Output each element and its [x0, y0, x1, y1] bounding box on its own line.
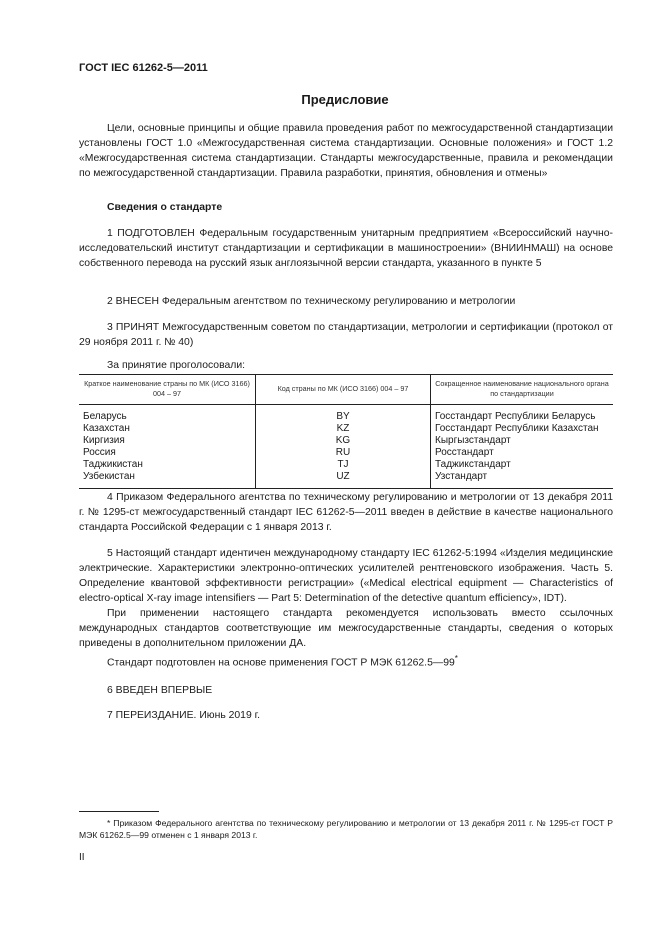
country-name-cell: Узбекистан — [79, 471, 256, 489]
table-header-cell: Код страны по МК (ИСО 3166) 004 – 97 — [256, 375, 431, 405]
item-7-paragraph: 7 ПЕРЕИЗДАНИЕ. Июнь 2019 г. — [107, 710, 261, 721]
intro-paragraph: Цели, основные принципы и общие правила проведения работ по межгосударственной стандартизации установлены ГОСТ 1.0 «Межгосударственная система стандартизации. Основные положения» и ГОСТ 1.2 «Межгосударственная система стандартизации. Стандарты межгосударственные, правила и рекомендации по межгосударственной стандартизации. Правила разработки, принятия, обновления и отмены» — [79, 123, 613, 179]
item-4-block — [79, 490, 613, 535]
item-3-block — [79, 320, 613, 350]
intro-block — [79, 121, 613, 181]
item-6-block — [79, 683, 613, 698]
table-row — [79, 459, 613, 471]
footnote-divider — [79, 811, 159, 812]
item-2-block — [79, 294, 613, 309]
item-5-paragraph: 5 Настоящий стандарт идентичен международному стандарту IEC 61262-5:1994 «Изделия медицинские электрические. Характеристики электронно-оптических усилителей рентгеновского изображения. Часть 5. Определение квантовой эффективности регистрации» («Medical electrical equipment — Characteristics of electro-optical X-ray image intensifiers — Part 5: Determination of the detective quantum efficiency», IDT). — [79, 548, 613, 604]
country-name-cell: Беларусь — [83, 411, 127, 422]
country-code-cell: RU — [256, 447, 431, 459]
standards-body-cell: Таджикстандарт — [431, 459, 614, 471]
table-row — [79, 405, 613, 424]
item-1-block — [79, 226, 613, 271]
vote-label: За принятие проголосовали: — [107, 360, 246, 371]
country-code-cell: KZ — [256, 423, 431, 435]
standards-body-cell: Росстандарт — [431, 447, 614, 459]
footnote-text: * Приказом Федерального агентства по техническому регулированию и метрологии от 13 декабря 2011 г. № 1295-ст ГОСТ Р МЭК 61262.5—99 отменен с 1 января 2013 г. — [79, 818, 613, 840]
document-header: ГОСТ IEC 61262-5—2011 — [79, 62, 208, 74]
member-states-table — [79, 374, 613, 489]
country-code-cell: BY — [256, 405, 431, 424]
section-heading: Сведения о стандарте — [107, 202, 223, 213]
table-row — [79, 447, 613, 459]
page-number: II — [79, 852, 85, 863]
standards-body-cell: Госстандарт Республики Беларусь — [431, 405, 614, 424]
item-2-paragraph: 2 ВНЕСЕН Федеральным агентством по техническому регулированию и метрологии — [107, 296, 516, 307]
page-title: Предисловие — [301, 92, 389, 107]
table-row — [79, 471, 613, 489]
item-3-paragraph: 3 ПРИНЯТ Межгосударственным советом по стандартизации, метрологии и сертификации (протокол от 29 ноября 2011 г. № 40) — [79, 322, 613, 348]
table-header-row — [79, 375, 613, 405]
item-7-block — [79, 708, 613, 723]
item-1-paragraph: 1 ПОДГОТОВЛЕН Федеральным государственным унитарным предприятием «Всероссийский научно-исследовательский институт стандартизации и сертификации в машиностроении» (ВНИИНМАШ) на основе собственного перевода на русский язык англоязычной версии стандарта, указанного в пункте 5 — [79, 228, 613, 269]
table-header-cell: Сокращенное наименование национального органа по стандартизации — [431, 375, 614, 405]
country-code-cell: UZ — [256, 471, 431, 489]
item-5-references-paragraph: При применении настоящего стандарта рекомендуется использовать вместо ссылочных международных стандартов соответствующие им межгосударственные стандарты, сведения о которых приведены в дополнительном приложении ДА. — [79, 608, 613, 649]
standards-body-cell: Кыргызстандарт — [431, 435, 614, 447]
footnote-block — [79, 817, 613, 841]
item-4-paragraph: 4 Приказом Федерального агентства по техническому регулированию и метрологии от 13 декабря 2011 г. № 1295-ст межгосударственный стандарт IEC 61262-5—2011 введен в действие в качестве национального стандарта Российской Федерации с 1 января 2013 г. — [79, 492, 613, 533]
table-header-cell: Краткое наименование страны по МК (ИСО 3166) 004 – 97 — [79, 375, 256, 405]
table-row — [79, 435, 613, 447]
standards-body-cell: Узстандарт — [431, 471, 614, 489]
country-name-cell: Казахстан — [83, 423, 130, 434]
country-name-cell: Россия — [83, 447, 116, 458]
country-name-cell: Киргизия — [83, 435, 125, 446]
item-5-basis-text: Стандарт подготовлен на основе применения ГОСТ Р МЭК 61262.5—99 — [107, 657, 455, 669]
standards-body-cell: Госстандарт Республики Казахстан — [431, 423, 614, 435]
item-5-basis-paragraph — [79, 651, 613, 670]
item-5-block — [79, 546, 613, 670]
country-code-cell: KG — [256, 435, 431, 447]
table-row — [79, 423, 613, 435]
item-6-paragraph: 6 ВВЕДЕН ВПЕРВЫЕ — [107, 685, 213, 696]
footnote-marker: * — [454, 654, 458, 663]
country-code-cell: TJ — [256, 459, 431, 471]
country-name-cell: Таджикистан — [83, 459, 143, 470]
